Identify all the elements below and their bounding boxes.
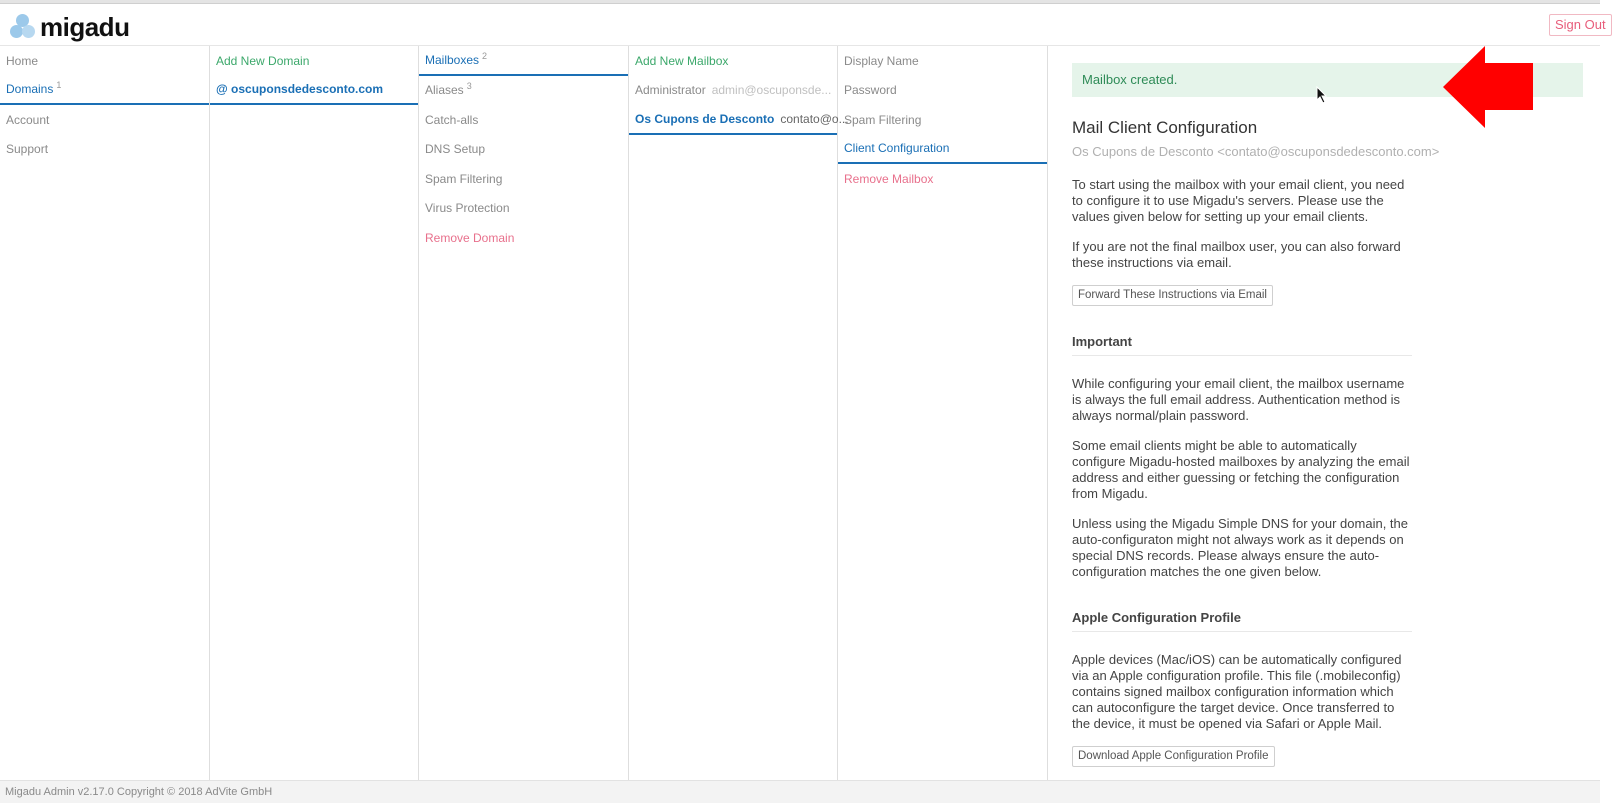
- client-configuration-panel: [1072, 118, 1440, 767]
- mailbox-menu-client-configuration[interactable]: [838, 135, 1047, 165]
- mailbox-menu: [838, 46, 1048, 780]
- forward-paragraph: If you are not the final mailbox user, you can also forward these instructions via email.: [1072, 239, 1401, 270]
- menu-label: Display Name: [844, 53, 919, 68]
- mailboxes-count-badge: 2: [482, 50, 488, 61]
- remove-domain-link[interactable]: [419, 223, 628, 253]
- footer: Migadu Admin v2.17.0 Copyright © 2018 AdVite GmbH: [0, 780, 1600, 803]
- nav-item-account[interactable]: [0, 105, 209, 135]
- important-paragraph-2: Some email clients might be able to automatically configure Migadu-hosted mailboxes by analyzing the email address and either guessing or fetching the configuration from Migadu.: [1072, 438, 1410, 501]
- domain-menu-virus-protection[interactable]: [419, 194, 628, 224]
- mailbox-menu-display-name[interactable]: [838, 46, 1047, 76]
- logo-text: migadu: [40, 11, 130, 42]
- add-mailbox-label: Add New Mailbox: [635, 53, 729, 68]
- mailbox-name: Administrator: [635, 83, 706, 98]
- mailbox-name: Os Cupons de Desconto: [635, 111, 775, 126]
- apple-profile-heading: Apple Configuration Profile: [1072, 610, 1412, 632]
- nav-item-label: Home: [6, 53, 39, 68]
- mailbox-item-os-cupons[interactable]: [629, 105, 849, 135]
- main-nav: [0, 46, 210, 780]
- mailbox-email: admin@oscuponsde...: [711, 83, 832, 98]
- forward-instructions-button[interactable]: Forward These Instructions via Email: [1072, 285, 1273, 306]
- mailbox-item-administrator[interactable]: [629, 76, 837, 106]
- remove-mailbox-link[interactable]: [838, 164, 1047, 194]
- mailbox-menu-password[interactable]: [838, 76, 1047, 106]
- nav-item-home[interactable]: [0, 46, 209, 76]
- menu-label: Spam Filtering: [425, 171, 503, 186]
- mouse-cursor-icon: [1316, 86, 1328, 104]
- menu-label: Spam Filtering: [844, 112, 922, 127]
- domain-menu-catch-alls[interactable]: [419, 105, 628, 135]
- apple-profile-paragraph: Apple devices (Mac/iOS) can be automatically configured via an Apple configuration profile. This file (.mobileconfig) contains signed mailbox configuration information which can autoconfigure the target device. Once transferred to the device, it must be opened via Safari or Apple Mail.: [1072, 652, 1402, 731]
- mailbox-email: contato@o...: [780, 111, 849, 126]
- success-alert: Mailbox created.: [1072, 63, 1583, 97]
- menu-label: Mailboxes: [425, 52, 480, 67]
- nav-item-label: Account: [6, 112, 50, 127]
- important-heading: Important: [1072, 334, 1412, 356]
- nav-item-domains[interactable]: [0, 76, 209, 106]
- domain-menu-spam-filtering[interactable]: [419, 164, 628, 194]
- page-title: Mail Client Configuration: [1072, 118, 1258, 137]
- domain-menu: [419, 46, 629, 780]
- domains-count-badge: 1: [56, 80, 62, 91]
- important-paragraph-1: While configuring your email client, the mailbox username is always the full email address. Authentication method is always normal/plain password.: [1072, 376, 1405, 423]
- menu-label: Remove Domain: [425, 230, 515, 245]
- add-domain-label: Add New Domain: [216, 53, 310, 68]
- menu-label: Aliases: [425, 83, 464, 98]
- sign-out-button[interactable]: Sign Out: [1549, 14, 1612, 36]
- migadu-logo-icon: [10, 14, 36, 40]
- important-paragraph-3: Unless using the Migadu Simple DNS for your domain, the auto-configuraton might not always work as it depends on special DNS records. Please always ensure the auto-configuration matches the one given below.: [1072, 516, 1408, 579]
- red-arrow-annotation-icon: [1443, 46, 1533, 128]
- content-area: [1048, 46, 1600, 780]
- logo[interactable]: [10, 12, 129, 42]
- menu-label: Client Configuration: [844, 141, 950, 156]
- domains-column: [210, 46, 419, 780]
- domain-item[interactable]: [210, 76, 418, 106]
- domain-menu-mailboxes[interactable]: [419, 46, 628, 76]
- aliases-count-badge: 3: [466, 81, 472, 92]
- mailbox-identity: Os Cupons de Desconto <contato@oscuponsdedesconto.com>: [1072, 144, 1440, 159]
- domain-menu-dns-setup[interactable]: [419, 135, 628, 165]
- menu-label: DNS Setup: [425, 142, 486, 157]
- add-new-domain-link[interactable]: [210, 46, 418, 76]
- menu-label: Virus Protection: [425, 201, 510, 216]
- intro-paragraph: To start using the mailbox with your email client, you need to configure it to use Migadu's servers. Please use the values given below for setting up your email clients.: [1072, 177, 1405, 224]
- domain-label: @ oscuponsdedesconto.com: [216, 82, 384, 97]
- download-apple-profile-button[interactable]: Download Apple Configuration Profile: [1072, 746, 1275, 767]
- menu-label: Password: [844, 83, 897, 98]
- add-new-mailbox-link[interactable]: [629, 46, 837, 76]
- app-header: [0, 4, 1606, 46]
- menu-label: Remove Mailbox: [844, 171, 934, 186]
- nav-item-label: Support: [6, 142, 49, 157]
- nav-item-support[interactable]: [0, 135, 209, 165]
- domain-menu-aliases[interactable]: [419, 76, 628, 106]
- menu-label: Catch-alls: [425, 112, 479, 127]
- mailboxes-column: [629, 46, 849, 780]
- nav-item-label: Domains: [6, 82, 54, 97]
- mailbox-menu-spam-filtering[interactable]: [838, 105, 1047, 135]
